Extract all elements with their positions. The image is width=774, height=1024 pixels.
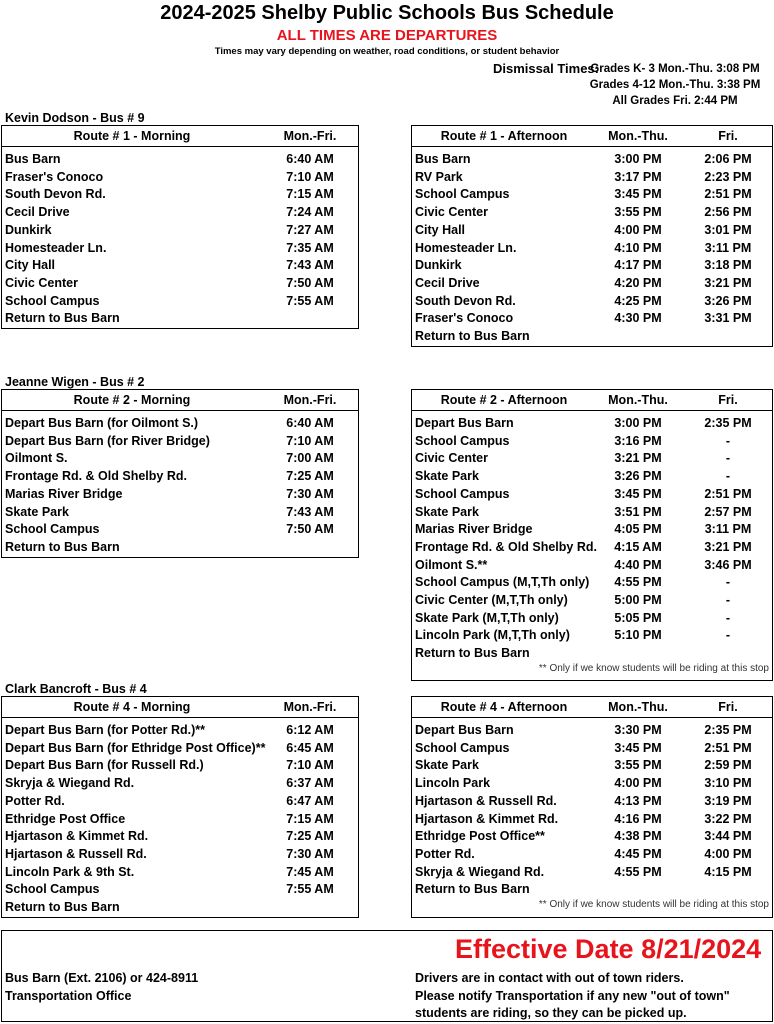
stop-name: School Campus: [415, 433, 510, 448]
stop-row: [412, 539, 772, 557]
stop-name: Skate Park: [415, 469, 479, 484]
route-2-morning-table: [1, 389, 359, 558]
stop-row: [2, 151, 358, 169]
stop-name: Bus Barn: [415, 152, 471, 166]
morning-route-title: Route # 4 - Morning: [73, 700, 191, 714]
departure-time-fri: 3:22 PM: [704, 811, 752, 826]
stop-row: [2, 186, 358, 204]
footnote: ** Only if we know students will be riding at this stop: [538, 662, 769, 674]
stop-row: [412, 450, 772, 468]
departure-time: 6:45 AM: [286, 740, 334, 755]
stop-name: Cecil Drive: [5, 205, 70, 220]
stop-row: [412, 151, 772, 169]
stop-name: Oilmont S.: [5, 451, 68, 466]
departure-time-mon-thu: 4:16 PM: [614, 811, 662, 826]
stop-name: Cecil Drive: [415, 275, 480, 290]
stop-row: [2, 257, 358, 275]
departure-time-fri: 4:00 PM: [704, 846, 752, 861]
stop-name: RV Park: [415, 169, 463, 184]
stop-row: [412, 627, 772, 645]
stop-row: [412, 204, 772, 222]
departure-time-fri: -: [725, 451, 731, 466]
stop-row: [412, 574, 772, 592]
departure-time-fri: 2:35 PM: [704, 723, 752, 737]
stop-name: Skate Park: [415, 504, 479, 519]
stop-name: Skate Park: [415, 758, 479, 773]
stop-row: [2, 275, 358, 293]
departure-time-fri: 2:51 PM: [704, 740, 752, 755]
stop-row: [412, 222, 772, 240]
stop-row: [2, 204, 358, 222]
stop-row: [2, 521, 358, 539]
stop-name: Lincoln Park (M,T,Th only): [415, 628, 570, 643]
departure-time-fri: 4:15 PM: [704, 864, 752, 879]
stop-row: [412, 310, 772, 328]
stop-row: [2, 811, 358, 829]
route-1-morning-table: [1, 125, 359, 329]
stop-row: [2, 899, 358, 917]
header-divider: [412, 146, 772, 147]
stop-name: Depart Bus Barn: [415, 416, 514, 430]
effective-date: Effective Date 8/21/2024: [455, 934, 762, 964]
departure-time-mon-thu: 3:00 PM: [614, 416, 662, 430]
departure-time-fri: 3:11 PM: [704, 522, 752, 537]
departure-time-mon-thu: 5:00 PM: [614, 593, 662, 607]
dismissal-label: Dismissal Times:: [493, 61, 599, 76]
stop-row: [2, 415, 358, 433]
departure-time: 7:27 AM: [286, 222, 334, 237]
stop-row: [412, 740, 772, 758]
stop-name: Depart Bus Barn (for Potter Rd.)**: [5, 723, 206, 737]
morning-route-title: Route # 1 - Morning: [73, 129, 191, 143]
departure-time-mon-thu: 4:25 PM: [614, 293, 662, 308]
departure-time-fri: -: [725, 469, 731, 484]
stop-name: Depart Bus Barn (for Ethridge Post Office)**: [5, 740, 266, 755]
stop-row: [412, 486, 772, 504]
stop-name: Civic Center: [415, 451, 488, 466]
stop-row: [412, 169, 772, 187]
departure-time-fri: -: [725, 593, 731, 607]
route-2-afternoon-table: [411, 389, 773, 681]
departure-time-mon-thu: 4:45 PM: [614, 846, 662, 861]
departure-time-mon-thu: 4:30 PM: [614, 311, 662, 326]
departure-time-mon-thu: 4:55 PM: [614, 575, 662, 590]
stop-row: [412, 504, 772, 522]
stop-row: [412, 592, 772, 610]
departure-time-mon-thu: 3:55 PM: [614, 758, 662, 773]
dismissal-line: Grades 4-12 Mon.-Thu. 3:38 PM: [589, 79, 761, 91]
stop-name: Depart Bus Barn (for Oilmont S.): [5, 416, 199, 430]
column-header: Mon.-Thu.: [608, 393, 668, 407]
afternoon-route-title: Route # 1 - Afternoon: [440, 129, 568, 143]
stop-row: [2, 310, 358, 328]
departure-time-mon-thu: 3:51 PM: [614, 504, 662, 519]
stop-name: Skryja & Wiegand Rd.: [415, 864, 545, 879]
stop-row: [412, 775, 772, 793]
stop-row: [412, 811, 772, 829]
departure-time: 7:10 AM: [286, 169, 334, 184]
departure-time-mon-thu: 3:21 PM: [614, 451, 662, 466]
departure-time-mon-thu: 4:38 PM: [614, 829, 662, 844]
stop-name: Oilmont S.**: [415, 557, 488, 572]
departure-time: 7:15 AM: [286, 811, 334, 826]
departure-time-fri: -: [725, 628, 731, 643]
stop-row: [2, 504, 358, 522]
stop-row: [2, 240, 358, 258]
departure-time: 7:10 AM: [286, 433, 334, 448]
stop-row: [412, 240, 772, 258]
stop-name: Marias River Bridge: [415, 522, 533, 537]
stop-row: [412, 328, 772, 346]
stop-row: [412, 293, 772, 311]
column-header: Mon.-Fri.: [283, 129, 337, 143]
driver-label: Jeanne Wigen - Bus # 2: [5, 375, 145, 389]
header-divider: [412, 410, 772, 411]
notice-line: Drivers are in contact with out of town riders.: [415, 971, 684, 985]
stop-row: [412, 557, 772, 575]
departure-time-fri: 2:06 PM: [704, 152, 752, 166]
stop-row: [2, 450, 358, 468]
header-divider: [2, 146, 358, 147]
stop-row: [412, 846, 772, 864]
stop-name: South Devon Rd.: [5, 187, 106, 202]
departure-time: 7:25 AM: [286, 469, 334, 484]
departure-time: 7:45 AM: [286, 864, 334, 879]
departure-time: 6:40 AM: [286, 416, 334, 430]
stop-name: Depart Bus Barn (for Russell Rd.): [5, 758, 204, 773]
dismissal-line: All Grades Fri. 2:44 PM: [612, 95, 738, 107]
departures-notice: ALL TIMES ARE DEPARTURES: [276, 27, 498, 44]
stop-name: Civic Center (M,T,Th only): [415, 593, 568, 607]
stop-name: Marias River Bridge: [5, 486, 123, 501]
departure-time-fri: 2:56 PM: [704, 205, 752, 220]
departure-time: 6:47 AM: [286, 793, 334, 808]
departure-time-mon-thu: 3:16 PM: [614, 433, 662, 448]
stop-name: Hjartason & Russell Rd.: [5, 846, 147, 861]
stop-row: [412, 468, 772, 486]
stop-name: Depart Bus Barn (for River Bridge): [5, 433, 210, 448]
stop-name: School Campus: [5, 522, 100, 537]
departure-time-fri: 3:18 PM: [704, 258, 752, 273]
driver-label: Clark Bancroft - Bus # 4: [5, 682, 147, 696]
afternoon-route-title: Route # 4 - Afternoon: [440, 700, 568, 714]
departure-time-fri: 3:46 PM: [704, 557, 752, 572]
stop-row: [412, 415, 772, 433]
stop-name: Depart Bus Barn: [415, 723, 514, 737]
departure-time: 7:30 AM: [286, 486, 334, 501]
stop-name: Return to Bus Barn: [415, 329, 530, 343]
stop-name: Skate Park (M,T,Th only): [415, 610, 559, 625]
departure-time-fri: 3:31 PM: [704, 311, 752, 326]
departure-time-mon-thu: 3:26 PM: [614, 469, 662, 484]
stop-name: Fraser's Conoco: [415, 311, 514, 326]
stop-row: [2, 433, 358, 451]
stop-name: South Devon Rd.: [415, 293, 516, 308]
departure-time-mon-thu: 4:20 PM: [614, 275, 662, 290]
departure-time: 7:43 AM: [286, 258, 334, 273]
departure-time: 7:10 AM: [286, 758, 334, 773]
stop-name: Skate Park: [5, 504, 69, 519]
stop-name: Skryja & Wiegand Rd.: [5, 776, 135, 791]
departure-time-mon-thu: 5:10 PM: [614, 628, 662, 643]
departure-time: 6:37 AM: [286, 776, 334, 791]
stop-row: [2, 846, 358, 864]
departure-time-fri: 2:51 PM: [704, 486, 752, 501]
notice-line: students are riding, so they can be picked up.: [415, 1006, 687, 1020]
stop-row: [412, 722, 772, 740]
route-4-morning-table: [1, 696, 359, 918]
stop-name: School Campus: [415, 486, 510, 501]
departure-time-mon-thu: 4:17 PM: [614, 258, 662, 273]
departure-time-fri: 2:51 PM: [704, 187, 752, 202]
stop-row: [412, 864, 772, 882]
stop-name: Return to Bus Barn: [5, 539, 120, 554]
stop-row: [2, 793, 358, 811]
departure-time-mon-thu: 5:05 PM: [614, 610, 662, 625]
stop-row: [2, 740, 358, 758]
departure-time-fri: 2:35 PM: [704, 416, 752, 430]
departure-time-fri: 3:11 PM: [704, 240, 752, 255]
stop-name: Potter Rd.: [5, 793, 65, 808]
departure-time: 7:24 AM: [286, 205, 334, 220]
departure-time-mon-thu: 3:45 PM: [614, 740, 662, 755]
column-header: Mon.-Thu.: [608, 700, 668, 714]
departure-time: 7:35 AM: [286, 240, 334, 255]
stop-row: [2, 486, 358, 504]
stop-row: [412, 186, 772, 204]
departure-time: 6:12 AM: [286, 723, 334, 737]
departure-time-fri: -: [725, 575, 731, 590]
departure-time-fri: 3:01 PM: [704, 222, 752, 237]
column-header: Fri.: [718, 129, 738, 143]
departure-time-fri: -: [725, 610, 731, 625]
stop-row: [2, 169, 358, 187]
departure-time-fri: 3:21 PM: [704, 275, 752, 290]
stop-name: Return to Bus Barn: [415, 646, 530, 661]
stop-name: City Hall: [415, 222, 466, 237]
stop-name: School Campus (M,T,Th only): [415, 575, 590, 590]
page-title: 2024-2025 Shelby Public Schools Bus Schedule: [160, 2, 614, 24]
departure-time-mon-thu: 3:17 PM: [614, 169, 662, 184]
stop-name: Lincoln Park & 9th St.: [5, 864, 135, 879]
departure-time-fri: 2:23 PM: [704, 169, 752, 184]
stop-row: [412, 645, 772, 663]
column-header: Mon.-Fri.: [283, 700, 337, 714]
stop-name: Hjartason & Russell Rd.: [415, 793, 557, 808]
departure-time: 6:40 AM: [286, 152, 334, 166]
variance-note: Times may vary depending on weather, road conditions, or student behavior: [214, 46, 560, 57]
stop-name: School Campus: [415, 740, 510, 755]
stop-row: [2, 864, 358, 882]
departure-time-mon-thu: 4:55 PM: [614, 864, 662, 879]
departure-time: 7:25 AM: [286, 829, 334, 844]
stop-name: Civic Center: [415, 205, 488, 220]
contact-line: Bus Barn (Ext. 2106) or 424-8911: [5, 971, 199, 985]
departure-time-fri: 3:19 PM: [704, 793, 752, 808]
stop-row: [2, 539, 358, 557]
stop-row: [2, 775, 358, 793]
stop-row: [2, 881, 358, 899]
stop-row: [412, 828, 772, 846]
departure-time: 7:00 AM: [286, 451, 334, 466]
stop-row: [2, 222, 358, 240]
departure-time-mon-thu: 3:30 PM: [614, 723, 662, 737]
departure-time-mon-thu: 3:45 PM: [614, 486, 662, 501]
departure-time-mon-thu: 4:05 PM: [614, 522, 662, 537]
stop-row: [412, 881, 772, 899]
stop-row: [412, 433, 772, 451]
stop-name: School Campus: [415, 187, 510, 202]
contact-line: Transportation Office: [5, 989, 132, 1003]
departure-time-mon-thu: 4:40 PM: [614, 557, 662, 572]
stop-name: Return to Bus Barn: [5, 900, 120, 914]
departure-time-fri: 3:10 PM: [704, 776, 752, 791]
column-header: Fri.: [718, 393, 738, 407]
stop-name: Dunkirk: [415, 258, 462, 273]
driver-label: Kevin Dodson - Bus # 9: [5, 111, 145, 125]
dismissal-line: Grades K- 3 Mon.-Thu. 3:08 PM: [590, 63, 760, 75]
departure-time-fri: 3:21 PM: [704, 539, 752, 554]
stop-name: City Hall: [5, 258, 56, 273]
stop-name: Fraser's Conoco: [5, 169, 104, 184]
departure-time-fri: -: [725, 433, 731, 448]
departure-time: 7:15 AM: [286, 187, 334, 202]
afternoon-route-title: Route # 2 - Afternoon: [440, 393, 568, 407]
stop-row: [2, 828, 358, 846]
departure-time: 7:55 AM: [286, 293, 334, 308]
stop-name: Ethridge Post Office: [5, 811, 126, 826]
route-1-afternoon-table: [411, 125, 773, 347]
departure-time-fri: 2:57 PM: [704, 504, 752, 519]
stop-name: Civic Center: [5, 275, 78, 290]
stop-row: [2, 468, 358, 486]
departure-time-mon-thu: 4:00 PM: [614, 222, 662, 237]
departure-time-fri: 3:26 PM: [704, 293, 752, 308]
stop-row: [412, 793, 772, 811]
stop-row: [412, 521, 772, 539]
notice-line: Please notify Transportation if any new "out of town": [415, 989, 730, 1003]
header-divider: [2, 717, 358, 718]
stop-row: [412, 275, 772, 293]
departure-time-mon-thu: 3:00 PM: [614, 152, 662, 166]
footnote: ** Only if we know students will be riding at this stop: [538, 899, 769, 910]
departure-time-fri: 2:59 PM: [704, 758, 752, 773]
departure-time-mon-thu: 4:00 PM: [614, 776, 662, 791]
departure-time: 7:30 AM: [286, 846, 334, 861]
stop-name: Ethridge Post Office**: [415, 829, 545, 844]
column-header: Mon.-Fri.: [283, 393, 337, 407]
stop-row: [2, 722, 358, 740]
route-4-afternoon-table: [411, 696, 773, 918]
stop-name: Dunkirk: [5, 222, 52, 237]
stop-name: Hjartason & Kimmet Rd.: [5, 829, 149, 844]
departure-time-mon-thu: 4:10 PM: [614, 240, 662, 255]
stop-name: Lincoln Park: [415, 776, 491, 791]
stop-name: Homesteader Ln.: [415, 240, 517, 255]
stop-name: Hjartason & Kimmet Rd.: [415, 811, 559, 826]
column-header: Fri.: [718, 700, 738, 714]
stop-row: [412, 257, 772, 275]
departure-time: 7:43 AM: [286, 504, 334, 519]
stop-name: Potter Rd.: [415, 846, 475, 861]
stop-name: Homesteader Ln.: [5, 240, 107, 255]
departure-time: 7:50 AM: [286, 522, 334, 537]
departure-time-mon-thu: 4:15 AM: [614, 539, 662, 554]
stop-name: Frontage Rd. & Old Shelby Rd.: [5, 469, 187, 484]
stop-name: Bus Barn: [5, 152, 61, 166]
stop-name: School Campus: [5, 882, 100, 897]
departure-time: 7:50 AM: [286, 275, 334, 290]
stop-name: Return to Bus Barn: [415, 882, 530, 897]
departure-time-mon-thu: 4:13 PM: [614, 793, 662, 808]
column-header: Mon.-Thu.: [608, 129, 668, 143]
departure-time: 7:55 AM: [286, 882, 334, 897]
stop-name: Frontage Rd. & Old Shelby Rd.: [415, 539, 597, 554]
header-divider: [412, 717, 772, 718]
departure-time-fri: 3:44 PM: [704, 829, 752, 844]
stop-name: School Campus: [5, 293, 100, 308]
stop-row: [2, 757, 358, 775]
stop-row: [2, 293, 358, 311]
stop-row: [412, 610, 772, 628]
stop-name: Return to Bus Barn: [5, 311, 120, 326]
departure-time-mon-thu: 3:45 PM: [614, 187, 662, 202]
departure-time-mon-thu: 3:55 PM: [614, 205, 662, 220]
stop-row: [412, 757, 772, 775]
morning-route-title: Route # 2 - Morning: [73, 393, 191, 407]
header-divider: [2, 410, 358, 411]
